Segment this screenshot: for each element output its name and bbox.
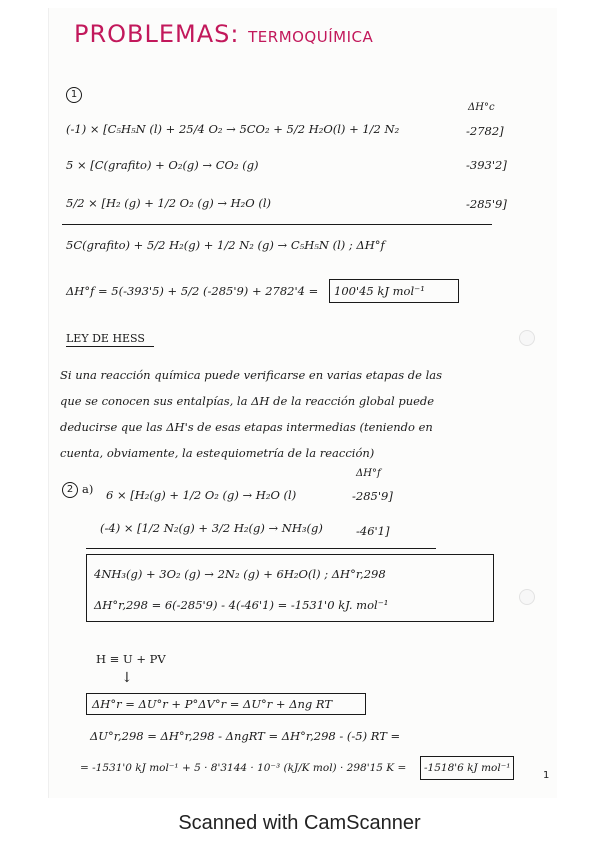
p1-sum: 5C(grafito) + 5/2 H₂(g) + 1/2 N₂ (g) → C₅H₅N (l) ; ΔH°f [66,238,385,252]
hess-line-3: deducirse que las ΔH's de esas etapas intermedias (teniendo en [60,420,433,434]
final-line: = -1531'0 kJ mol⁻¹ + 5 · 8'3144 · 10⁻³ (kJ/K mol) · 298'15 K = [80,762,407,774]
problem-1-header: ΔH°c [468,102,495,113]
hess-text [60,362,530,466]
hess-heading: LEY DE HESS [66,332,145,345]
relation: ΔH°r = ΔU°r + P°ΔV°r = ΔU°r + Δng RT [92,697,333,711]
p1-eq2: 5 × [C(grafito) + O₂(g) → CO₂ (g) [66,158,259,172]
sum-divider [62,224,492,225]
p2-sum-divider [86,548,436,549]
down-arrow: ↓ [121,670,133,686]
p2-calc: ΔH°r,298 = 6(-285'9) - 4(-46'1) = -1531'0 kJ. mol⁻¹ [94,598,389,612]
final-result: -1518'6 kJ mol⁻¹ [424,762,511,774]
problem-2-part: a) [82,482,94,496]
scanner-watermark: Scanned with CamScanner [178,812,421,834]
p2-sum: 4NH₃(g) + 3O₂ (g) → 2N₂ (g) + 6H₂O(l) ; ΔH°r,298 [94,567,386,581]
p2-eq1-value: -285'9] [352,489,393,503]
p1-eq2-value: -393'2] [466,158,507,172]
problem-1-number: 1 [66,87,82,103]
h-definition: H ≡ U + PV [96,652,166,666]
p2-eq2: (-4) × [1/2 N₂(g) + 3/2 H₂(g) → NH₃(g) [100,521,323,535]
page-title [74,20,373,48]
du-line: ΔU°r,298 = ΔH°r,298 - ΔngRT = ΔH°r,298 - (-5) RT = [90,729,401,743]
hess-underline [66,346,154,347]
p1-calc: ΔH°f = 5(-393'5) + 5/2 (-285'9) + 2782'4 = [66,284,319,298]
binder-hole [519,330,535,346]
p1-result: 100'45 kJ mol⁻¹ [334,284,425,298]
title-sub: TERMOQUÍMICA [248,28,374,46]
page-number: 1 [543,770,550,781]
problem-2-header: ΔH°f [356,468,381,479]
p1-eq1-value: -2782] [466,124,504,138]
p1-eq3: 5/2 × [H₂ (g) + 1/2 O₂ (g) → H₂O (l) [66,196,272,210]
p1-eq1: (-1) × [C₅H₅N (l) + 25/4 O₂ → 5CO₂ + 5/2 H₂O(l) + 1/2 N₂ [66,122,400,136]
hess-line-1: Si una reacción química puede verificarse en varias etapas de las [60,368,443,382]
p1-eq3-value: -285'9] [466,197,507,211]
title-main: PROBLEMAS: [74,20,240,48]
hess-line-2: que se conocen sus entalpías, la ΔH de la reacción global puede [60,394,435,408]
problem-2-number: 2 [62,482,78,498]
p2-eq2-value: -46'1] [356,524,390,538]
p2-eq1: 6 × [H₂(g) + 1/2 O₂ (g) → H₂O (l) [106,488,297,502]
binder-hole [519,589,535,605]
hess-line-4: cuenta, obviamente, la estequiometría de la reacción) [60,446,375,460]
